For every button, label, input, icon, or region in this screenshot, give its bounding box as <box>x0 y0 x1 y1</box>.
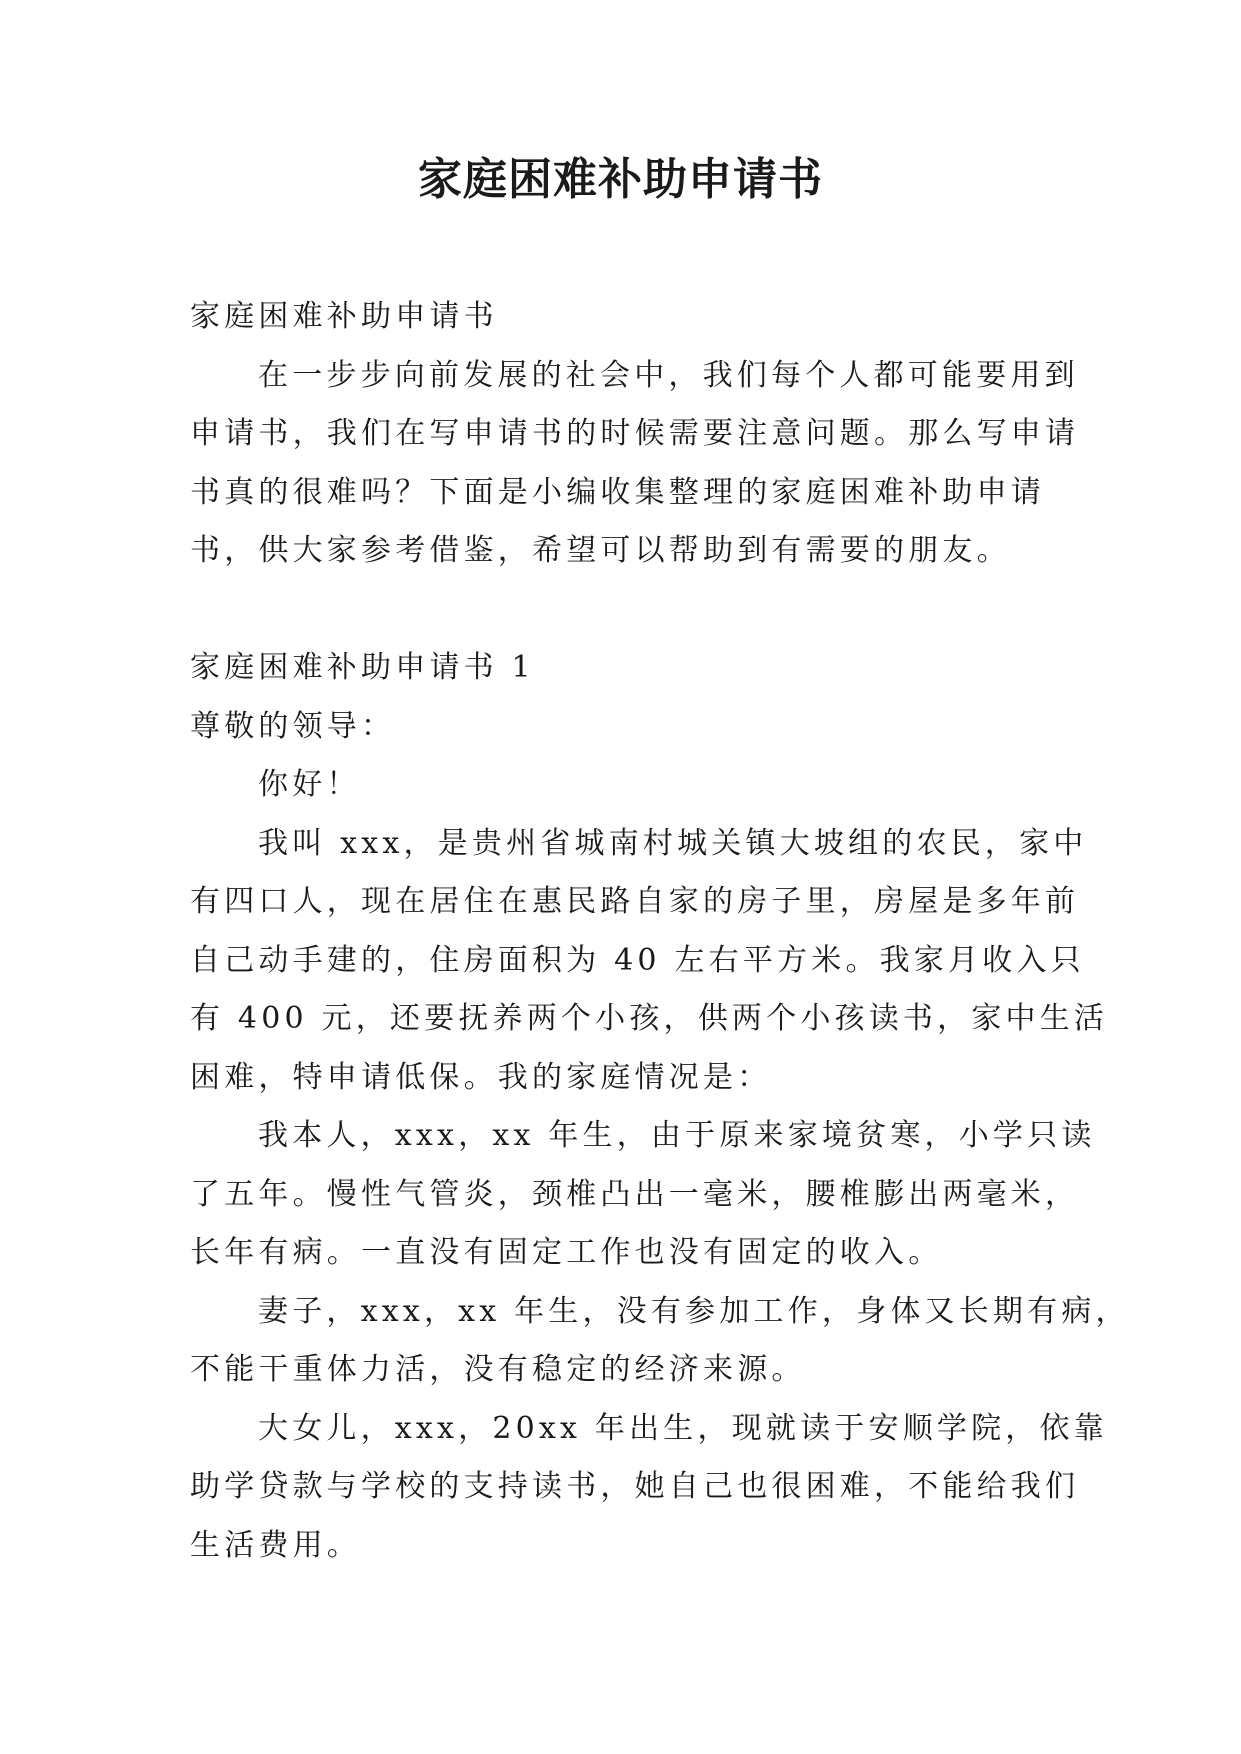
text-line: 有四口人，现在居住在惠民路自家的房子里，房屋是多年前 <box>190 884 1080 919</box>
text-line: 尊敬的领导： <box>190 708 396 744</box>
text-line: 不能干重体力活，没有稳定的经济来源。 <box>190 1352 806 1387</box>
text-line: 助学贷款与学校的支持读书，她自己也很困难，不能给我们 <box>190 1469 1080 1504</box>
text-line: 书，供大家参考借鉴，希望可以帮助到有需要的朋友。 <box>190 533 1011 568</box>
text-line: 申请书，我们在写申请书的时候需要注意问题。那么写申请 <box>190 416 1080 451</box>
document-body <box>190 288 1130 1575</box>
text-line: 困难，特申请低保。我的家庭情况是： <box>190 1059 772 1095</box>
text-line: 妻子，xxx，xx 年生，没有参加工作，身体又长期有病， <box>258 1293 1130 1329</box>
text-line: 大女儿，xxx，20xx 年出生，现就读于安顺学院，依靠 <box>258 1410 1108 1446</box>
document-title: 家庭困难补助申请书 <box>418 154 823 205</box>
text-line: 在一步步向前发展的社会中，我们每个人都可能要用到 <box>258 357 1079 393</box>
text-line: 书真的很难吗？下面是小编收集整理的家庭困难补助申请 <box>190 474 1045 510</box>
text-line: 你好！ <box>258 767 361 802</box>
blank-line <box>190 581 1052 640</box>
text-line: 自己动手建的，住房面积为 40 左右平方米。我家月收入只 <box>190 942 1085 978</box>
text-line: 长年有病。一直没有固定工作也没有固定的收入。 <box>190 1235 943 1270</box>
text-line: 生活费用。 <box>190 1527 361 1563</box>
text-line: 了五年。慢性气管炎，颈椎凸出一毫米，腰椎膨出两毫米， <box>190 1176 1080 1212</box>
text-line: 我叫 xxx，是贵州省城南村城关镇大坡组的农民，家中 <box>258 825 1088 861</box>
text-line: 家庭困难补助申请书 <box>190 299 498 334</box>
text-line: 家庭困难补助申请书 1 <box>190 650 535 685</box>
text-line: 有 400 元，还要抚养两个小孩，供两个小孩读书，家中生活 <box>190 1001 1109 1036</box>
text-line: 我本人，xxx，xx 年生，由于原来家境贫寒，小学只读 <box>258 1118 1096 1153</box>
